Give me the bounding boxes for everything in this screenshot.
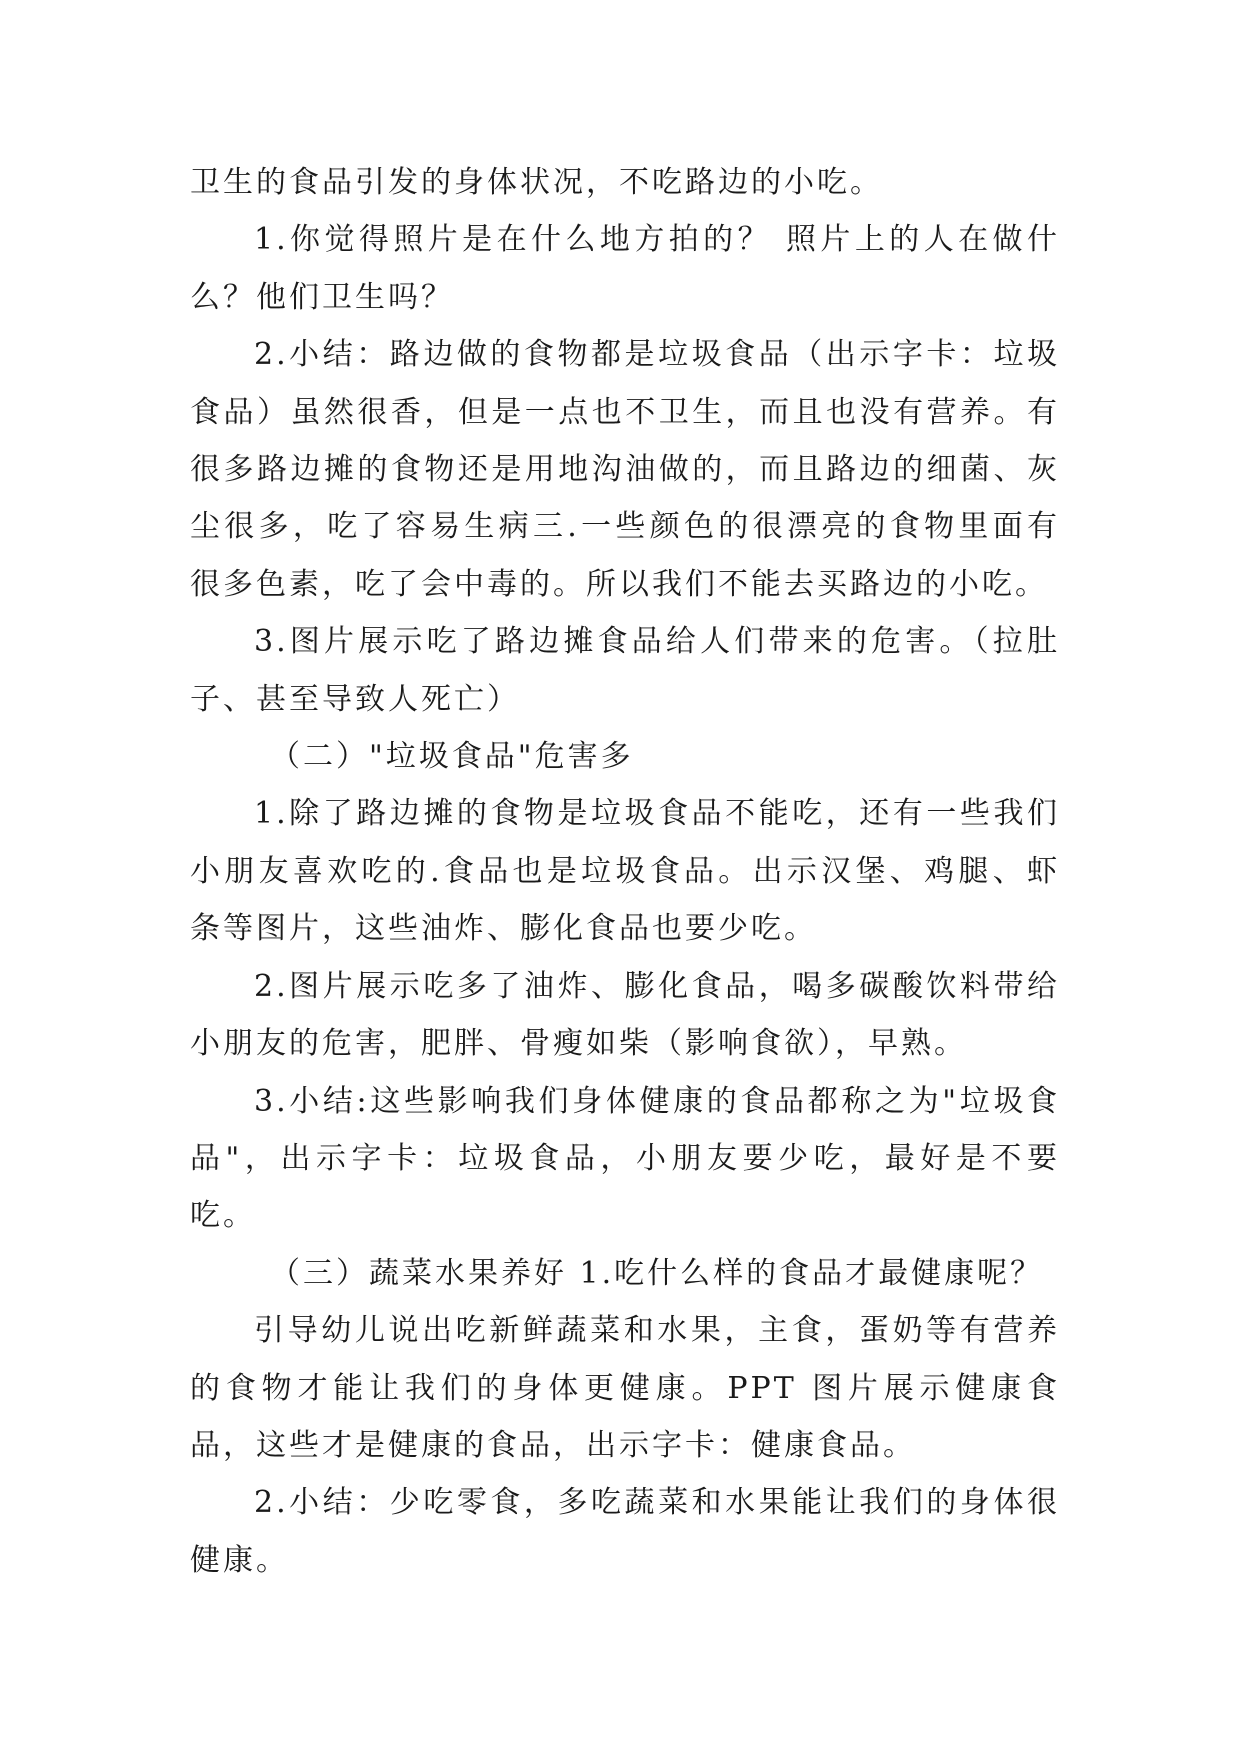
paragraph-summary-final: 2.小结：少吃零食，多吃蔬菜和水果能让我们的身体很健康。 [190,1485,1060,1578]
paragraph-healthy-food: 引导幼儿说出吃新鲜蔬菜和水果，主食，蛋奶等有营养的食物才能让我们的身体更健康。PPT 图片展示健康食品，这些才是健康的食品，出示字卡：健康食品。 [190,1313,1060,1463]
paragraph-summary-2: 2.小结：路边做的食物都是垃圾食品（出示字卡：垃圾食品）虽然很香，但是一点也不卫生，而且也没有营养。有很多路边摊的食物还是用地沟油做的，而且路边的细菌、灰尘很多，吃了容易生病三.一些颜色的很漂亮的食物里面有很多色素，吃了会中毒的。所以我们不能去买路边的小吃。 [190,337,1060,602]
paragraph-junk-food-2: 2.图片展示吃多了油炸、膨化食品，喝多碳酸饮料带给小朋友的危害，肥胖、骨瘦如柴（影响食欲），早熟。 [190,968,1060,1062]
section-heading-2: （二）"垃圾食品"危害多 [270,739,634,775]
paragraph-harm-3: 3.图片展示吃了路边摊食品给人们带来的危害。（拉肚子、甚至导致人死亡） [190,624,1060,717]
paragraph-junk-food-3: 3.小结:这些影响我们身体健康的食品都称之为"垃圾食品"，出示字卡：垃圾食品，小朋友要少吃，最好是不要吃。 [190,1083,1060,1234]
section-heading-3: （三）蔬菜水果养好 1.吃什么样的食品才最健康呢？ [270,1255,1044,1291]
paragraph-question-1: 1.你觉得照片是在什么地方拍的？ 照片上的人在做什么？他们卫生吗？ [190,222,1060,315]
paragraph-junk-food-1: 1.除了路边摊的食物是垃圾食品不能吃，还有一些我们小朋友喜欢吃的.食品也是垃圾食品。出示汉堡、鸡腿、虾条等图片，这些油炸、膨化食品也要少吃。 [190,796,1060,947]
paragraph-continued: 卫生的食品引发的身体状况，不吃路边的小吃。 [190,165,883,200]
document-body [190,154,1060,1589]
